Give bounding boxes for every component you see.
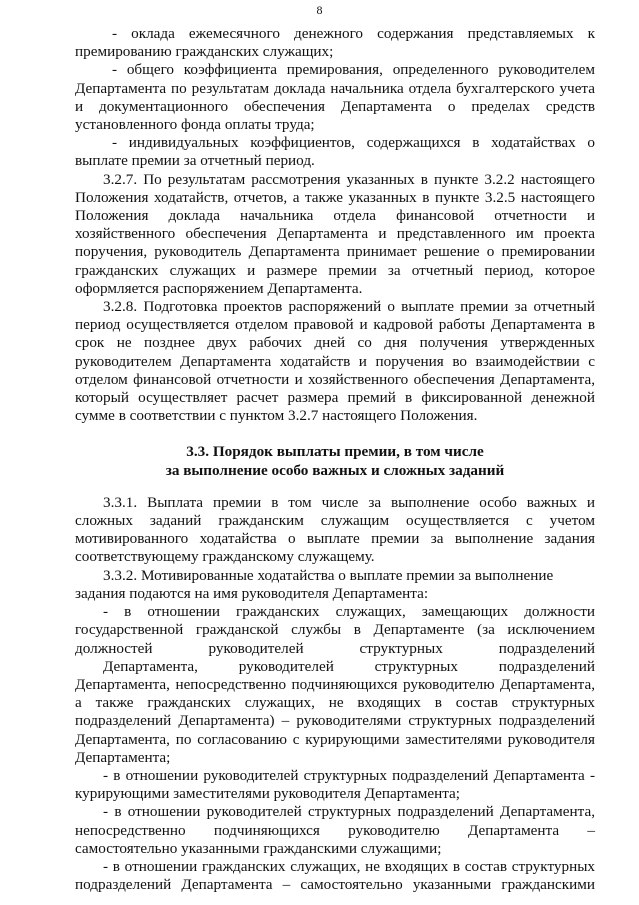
- text-line: должностей руководителей структурных подразделений: [75, 639, 595, 657]
- spacer: [75, 425, 595, 443]
- spacer: [75, 480, 595, 494]
- text-line: 3.3.2. Мотивированные ходатайства о выплате премии за выполнение: [103, 566, 554, 584]
- text-line: самостоятельно указанными гражданскими служащими;: [75, 839, 442, 857]
- text-line: оформляется распоряжением Департамента.: [75, 279, 363, 297]
- page-number: 8: [316, 3, 323, 17]
- text-line: Департамента по результатам доклада начальника отдела бухгалтерского учета: [75, 79, 595, 97]
- text-line: 3.2.7. По результатам рассмотрения указанных в пункте 3.2.2 настоящего: [103, 170, 595, 188]
- text-line: сложных заданий гражданским служащим осуществляется с учетом: [75, 512, 595, 530]
- text-line: который осуществляет расчет размера премий в фиксированной денежной: [75, 389, 595, 407]
- text-line: 3.2.8. Подготовка проектов распоряжений о выплате премии за отчетный: [103, 298, 595, 316]
- text-line: - в отношении гражданских служащих, не входящих в состав структурных: [103, 857, 595, 875]
- text-line: государственной гражданской службы в Департаменте (за исключением: [75, 621, 595, 639]
- text-line: руководителем Департамента ходатайств и поручения во взаимодействии с: [75, 352, 595, 370]
- text-line: Департамента;: [75, 748, 171, 766]
- text-line: выплате премии за отчетный период.: [75, 152, 315, 170]
- text-line: подразделений Департамента – самостоятельно указанными гражданскими: [75, 876, 595, 894]
- text-line: Положения доклада начальника отдела финансовой отчетности и: [75, 207, 595, 225]
- text-line: - в отношении руководителей структурных подразделений Департамента -: [103, 766, 595, 784]
- text-line: установленного фонда оплаты труда;: [75, 116, 315, 134]
- text-line: подразделений Департамента) – руководителями структурных подразделений: [75, 712, 595, 730]
- text-line: Департамента, руководителей структурных подразделений: [103, 657, 595, 675]
- section-heading: 3.3. Порядок выплаты премии, в том числе: [186, 443, 484, 461]
- text-line: - в отношении гражданских служащих, замещающих должности: [103, 603, 595, 621]
- text-line: мотивированного ходатайства о выплате премии за выполнение задания: [75, 530, 595, 548]
- text-line: отделом финансовой отчетности и хозяйственного обеспечения Департамента,: [75, 370, 595, 388]
- text-line: - индивидуальных коэффициентов, содержащихся в ходатайствах о: [112, 134, 595, 152]
- text-line: - общего коэффициента премирования, определенного руководителем: [112, 61, 595, 79]
- text-line: сумме в соответствии с пунктом 3.2.7 настоящего Положения.: [75, 407, 478, 425]
- text-line: задания подаются на имя руководителя Департамента:: [75, 584, 429, 602]
- text-line: 3.3.1. Выплата премии в том числе за выполнение особо важных и: [103, 493, 595, 511]
- section-heading: за выполнение особо важных и сложных заданий: [165, 461, 505, 479]
- text-line: соответствующему гражданскому служащему.: [75, 548, 375, 566]
- text-line: - в отношении руководителей структурных подразделений Департамента,: [103, 803, 595, 821]
- text-line: Департамента, по согласованию с курирующими заместителями руководителя: [75, 730, 595, 748]
- text-line: непосредственно подчиняющихся руководителю Департамента –: [75, 821, 595, 839]
- text-line: Департамента, непосредственно подчиняющихся руководителю Департамента,: [75, 675, 595, 693]
- text-line: а также гражданских служащих, не входящих в состав структурных: [75, 694, 595, 712]
- text-line: срок не позднее двух рабочих дней со дня получения утвержденных: [75, 334, 595, 352]
- document-body: [75, 25, 595, 894]
- text-line: хозяйственного обеспечения Департамента и представленного им проекта: [75, 225, 595, 243]
- text-line: гражданских служащих и размере премии за отчетный период, которое: [75, 261, 595, 279]
- text-line: курирующими заместителями руководителя Департамента;: [75, 785, 461, 803]
- text-line: период осуществляется отделом правовой и кадровой работы Департамента в: [75, 316, 595, 334]
- text-line: Положения ходатайств, отчетов, а также указанных в пункте 3.2.5 настоящего: [75, 188, 595, 206]
- text-line: премированию гражданских служащих;: [75, 43, 334, 61]
- text-line: - оклада ежемесячного денежного содержания представляемых к: [112, 25, 595, 42]
- text-line: и документационного обеспечения Департамента о пределах средств: [75, 97, 595, 115]
- text-line: поручения, руководитель Департамента принимает решение о премировании: [75, 243, 595, 261]
